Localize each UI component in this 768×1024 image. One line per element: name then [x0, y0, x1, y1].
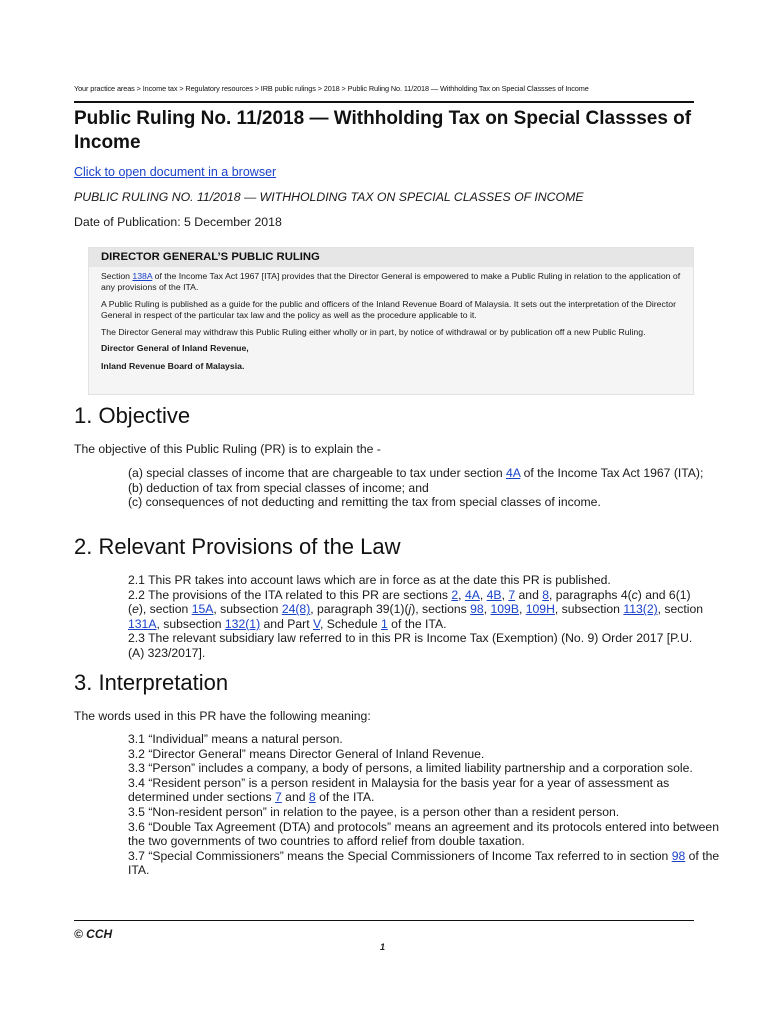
list-item: 2.3 The relevant subsidiary law referred to in this PR is Income Tax (Exemption) (No. 9) Order 2017 [P.U.(A) 323/2017].	[128, 631, 693, 660]
section-link[interactable]: 2	[451, 587, 459, 602]
section-link[interactable]: 131A	[128, 616, 157, 631]
text: of the ITA.	[128, 848, 720, 878]
document-caps-title: PUBLIC RULING NO. 11/2018 — WITHHOLDING TAX ON SPECIAL CLASSES OF INCOME	[74, 190, 584, 204]
header-divider	[74, 101, 694, 103]
text: , Schedule	[320, 616, 381, 631]
text: of the Income Tax Act 1967 (ITA);	[520, 466, 704, 480]
part-link[interactable]: V	[313, 616, 321, 631]
section-98-link[interactable]: 98	[671, 848, 686, 863]
text: , paragraph 39(1)(	[310, 602, 409, 617]
list-item: 3.1 “Individual” means a natural person.	[128, 732, 343, 746]
list-item: (c) consequences of not deducting and remitting the tax from special classes of income.	[128, 495, 601, 510]
list-item: 2.1 This PR takes into account laws which are in force as at the date this PR is published.	[128, 573, 611, 587]
text: ,	[458, 587, 465, 602]
list-item: 3.5 “Non-resident person” in relation to the payee, is a person other than a resident person.	[128, 804, 620, 819]
ruling-paragraph-2: A Public Ruling is published as a guide for the public and officers of the Inland Revenue Board of Malaysia. It sets out the interpretation of the Director General in respect of the particular tax law and the policy as well as the procedure applicable to it.	[101, 298, 676, 321]
footer-divider	[74, 920, 694, 921]
list-item	[128, 776, 726, 805]
list-item: 3.3 “Person” includes a company, a body of persons, a limited liability partnership and a corporation sole.	[128, 761, 693, 776]
text: c	[631, 587, 638, 602]
text: of the Income Tax Act 1967 [ITA] provides that the Director General is empowered to make a Public Ruling in relation to the application of any provisions of the ITA.	[101, 271, 681, 293]
list-item	[128, 849, 726, 878]
section-8-link[interactable]: 8	[308, 790, 316, 805]
text: ,	[518, 602, 526, 617]
ruling-paragraph-3: The Director General may withdraw this Public Ruling either wholly or in part, by notice of withdrawal or by publication off a new Public Ruling.	[101, 326, 646, 337]
text: j	[408, 602, 412, 617]
section-7-link[interactable]: 7	[275, 790, 282, 805]
section-2-heading: 2. Relevant Provisions of the Law	[74, 534, 401, 559]
section-3-list	[128, 732, 726, 878]
publication-date: Date of Publication: 5 December 2018	[74, 215, 282, 229]
text: e	[132, 602, 139, 617]
text: and	[515, 587, 543, 602]
section-4a-link[interactable]: 4A	[506, 466, 521, 480]
text: , subsection	[213, 602, 282, 617]
text: , section	[657, 602, 704, 617]
list-item: 3.6 “Double Tax Agreement (DTA) and protocols” means an agreement and its protocols entered into between the two governments of two countries to afford relief from double taxation.	[128, 819, 719, 849]
section-link[interactable]: 7	[508, 587, 516, 602]
text: 3.4 “Resident person” is a person resident in Malaysia for the basis year for a year of assessment as determined under sections	[128, 775, 670, 805]
text: , subsection	[554, 602, 624, 617]
section-link[interactable]: 4B	[486, 587, 502, 602]
text: and	[281, 790, 309, 805]
open-in-browser-link[interactable]: Click to open document in a browser	[74, 165, 277, 179]
section-3-intro: The words used in this PR have the following meaning:	[74, 709, 371, 723]
copyright-notice: © CCH	[74, 927, 113, 941]
list-item	[128, 466, 708, 481]
list-item: 3.2 “Director General” means Director General of Inland Revenue.	[128, 746, 485, 761]
section-link[interactable]: 15A	[191, 602, 214, 617]
text: ) and 6(1)(	[128, 587, 691, 617]
list-item	[128, 588, 708, 632]
section-link[interactable]: 24(8)	[281, 602, 311, 617]
text: of the ITA.	[315, 790, 375, 805]
section-138a-link[interactable]: 138A	[132, 271, 153, 281]
ruling-box-heading: DIRECTOR GENERAL’S PUBLIC RULING	[89, 248, 693, 267]
text: , paragraphs 4(	[549, 587, 632, 602]
section-1-intro: The objective of this Public Ruling (PR) is to explain the -	[74, 442, 381, 456]
text: , subsection	[156, 616, 225, 631]
section-link[interactable]: 109B	[490, 602, 519, 617]
page-number: 1	[380, 942, 386, 952]
text: 3.7 “Special Commissioners” means the Special Commissioners of Income Tax referred to in section	[128, 848, 672, 863]
signature-line-2: Inland Revenue Board of Malaysia.	[101, 361, 245, 372]
text: and Part	[260, 616, 313, 631]
breadcrumb[interactable]: Your practice areas > Income tax > Regulatory resources > IRB public rulings > 2018 > Public Ruling No. 11/2018 — Withholding Tax on Special Classses of Income	[74, 84, 589, 93]
text: ), section	[138, 602, 192, 617]
text: of the ITA.	[387, 616, 447, 631]
signature-line-1: Director General of Inland Revenue,	[101, 343, 249, 354]
section-link[interactable]: 132(1)	[224, 616, 261, 631]
text: Section	[101, 271, 133, 281]
section-1-heading: 1. Objective	[74, 403, 191, 428]
schedule-link[interactable]: 1	[381, 616, 388, 631]
section-link[interactable]: 4A	[464, 587, 480, 602]
section-2-list	[128, 573, 708, 661]
page-title: Public Ruling No. 11/2018 — Withholding Tax on Special Classses of Income	[74, 108, 692, 153]
section-1-list	[128, 466, 708, 510]
section-3-heading: 3. Interpretation	[74, 670, 229, 695]
director-general-ruling-box	[88, 247, 694, 395]
text: ,	[483, 602, 491, 617]
text: ,	[501, 587, 509, 602]
section-link[interactable]: 98	[470, 602, 484, 617]
section-link[interactable]: 8	[542, 587, 550, 602]
section-link[interactable]: 113(2)	[623, 602, 658, 617]
ruling-paragraph-1	[101, 271, 681, 294]
text: ,	[479, 587, 487, 602]
text: (a) special classes of income that are chargeable to tax under section	[128, 466, 507, 480]
text: ), sections	[411, 602, 471, 617]
text: 2.2 The provisions of the ITA related to this PR are sections	[128, 587, 452, 602]
section-link[interactable]: 109H	[525, 602, 555, 617]
list-item: (b) deduction of tax from special classes of income; and	[128, 480, 429, 495]
